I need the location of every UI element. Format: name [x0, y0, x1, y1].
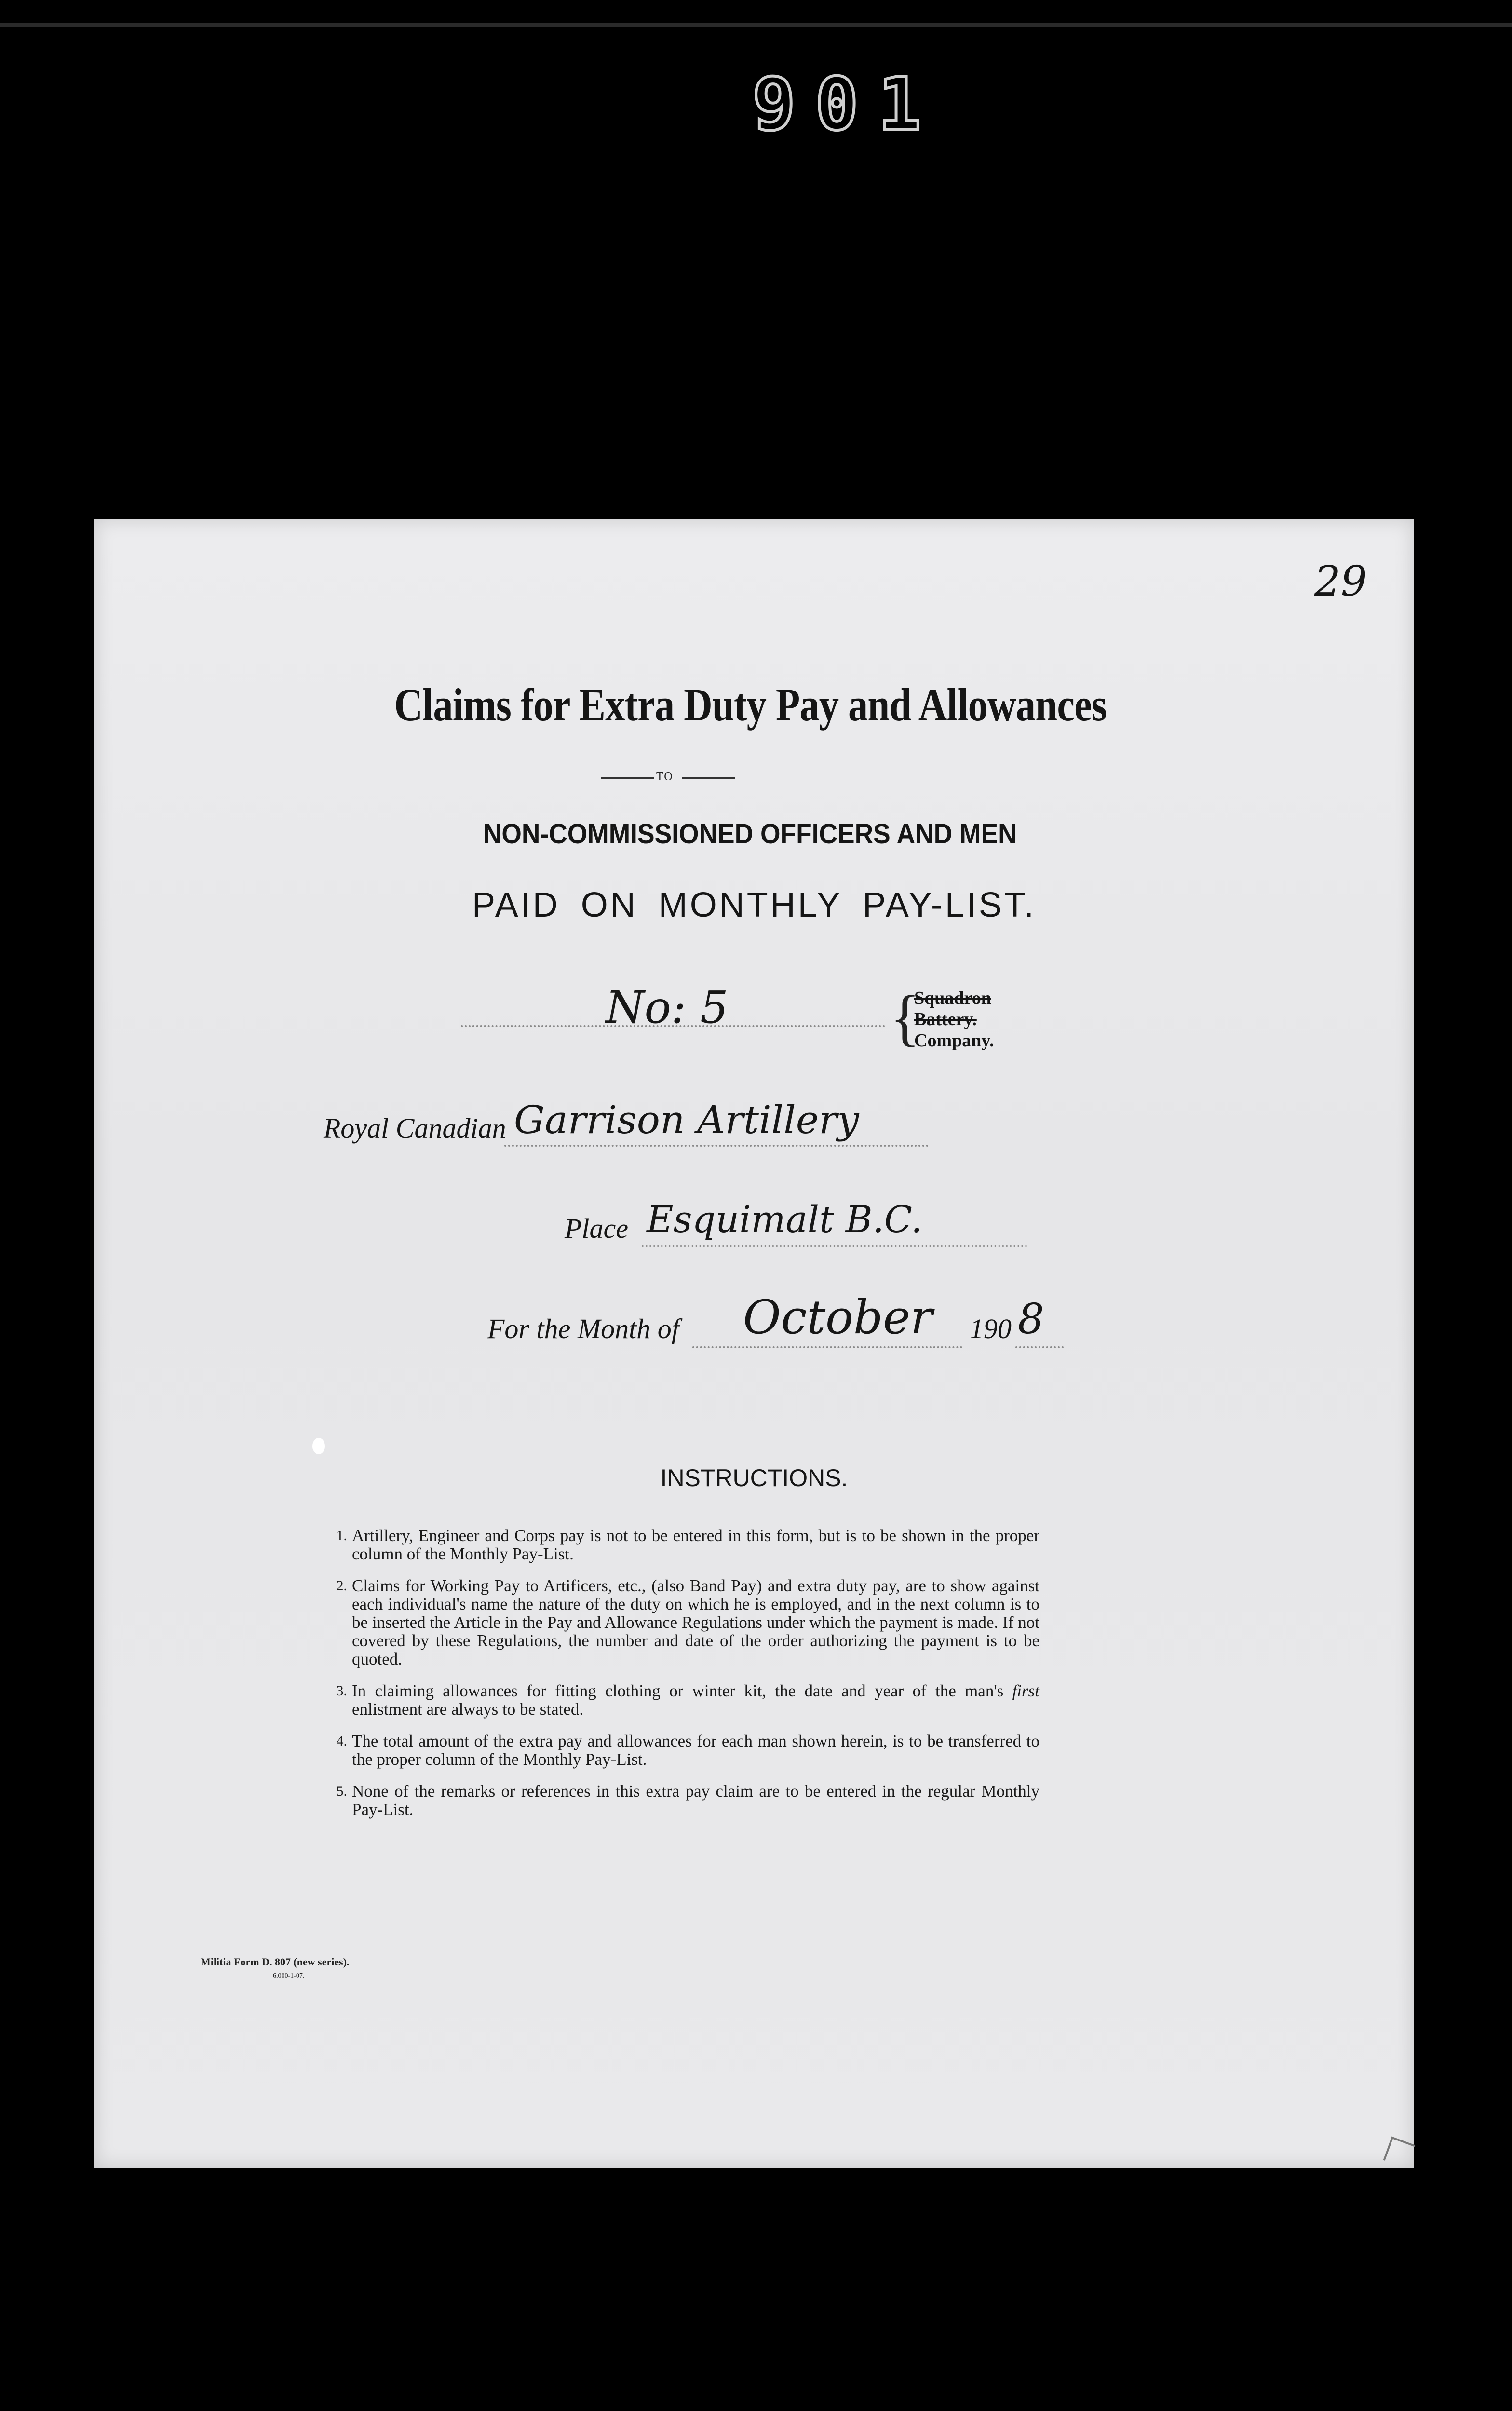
instruction-text: The total amount of the extra pay and allowances for each man shown herein, is to be transferred to the proper column of the Monthly Pay-List. — [352, 1732, 1040, 1769]
instruction-text-part: In claiming allowances for fitting clothing or winter kit, the date and year of the man's — [352, 1681, 1004, 1700]
month-field — [487, 1290, 1162, 1358]
instruction-text — [352, 1682, 1040, 1719]
year-handwritten: 8 — [1018, 1295, 1044, 1343]
document-sheet — [94, 519, 1414, 2168]
bleed-through-text — [297, 620, 302, 645]
unit-type-company: Company. — [914, 1030, 994, 1051]
instruction-text: Claims for Working Pay to Artificers, etc., (also Band Pay) and extra duty pay, are to show against each individual's name the nature of the duty on which he is employed, and in the next column is to be inserted the Article in the Pay and Allowance Regulations under which the payment is made. If not covered by these Regulations, the number and date of the order authorizing the payment is to be quoted. — [352, 1576, 1040, 1668]
instruction-text: Artillery, Engineer and Corps pay is not to be entered in this form, but is to be shown in the proper column of the Monthly Pay-List. — [352, 1526, 1040, 1563]
form-subtitle: NON-COMMISSIONED OFFICERS AND MEN — [483, 818, 1017, 850]
place-label: Place — [565, 1213, 629, 1244]
year-printed: 190 — [970, 1313, 1012, 1344]
place-dotted-line — [642, 1245, 1027, 1247]
instruction-item — [326, 1527, 1040, 1563]
paper-corner-fold — [1383, 2137, 1416, 2169]
instruction-item — [326, 1577, 1040, 1668]
instruction-number: 4. — [336, 1733, 347, 1749]
instructions-heading: INSTRUCTIONS. — [660, 1464, 848, 1491]
instruction-number: 2. — [336, 1578, 347, 1594]
unit-brace: { — [890, 983, 920, 1053]
instruction-text-part: enlistment are always to be stated. — [352, 1700, 584, 1719]
folio-number: 29 — [1314, 557, 1367, 606]
year-dotted-line — [1015, 1346, 1064, 1348]
regiment-label: Royal Canadian — [324, 1112, 506, 1144]
instructions-list — [326, 1527, 1040, 1832]
month-dotted-line — [692, 1346, 962, 1348]
instruction-emphasis: first — [1012, 1681, 1040, 1700]
unit-type-squadron: Squadron — [914, 988, 991, 1008]
instruction-item — [326, 1732, 1040, 1769]
place-field — [565, 1194, 1047, 1252]
unit-type-list — [914, 988, 994, 1051]
instruction-number: 3. — [336, 1683, 347, 1699]
separator-rule-right — [682, 777, 735, 779]
form-identifier — [201, 1956, 350, 1980]
separator-rule-left — [601, 777, 654, 779]
paid-line: PAID ON MONTHLY PAY-LIST. — [472, 886, 1036, 924]
month-handwritten: October — [743, 1290, 932, 1344]
film-speck — [312, 1438, 325, 1454]
unit-field — [461, 982, 1088, 1059]
microfilm-frame-number: 901 — [752, 63, 941, 147]
regiment-handwritten: Garrison Artillery — [514, 1097, 859, 1142]
form-print-run: 6,000-1-07. — [273, 1972, 305, 1979]
film-edge-line — [0, 23, 1512, 27]
instruction-item — [326, 1782, 1040, 1819]
instruction-number: 5. — [336, 1783, 347, 1799]
unit-number-handwritten: No: 5 — [606, 982, 729, 1033]
place-handwritten: Esquimalt B.C. — [647, 1198, 923, 1241]
to-word: TO — [656, 771, 674, 783]
instruction-text: None of the remarks or references in this extra pay claim are to be entered in the regular Monthly Pay-List. — [352, 1782, 1040, 1819]
regiment-field — [324, 1093, 950, 1151]
instruction-number: 1. — [336, 1528, 347, 1544]
month-label: For the Month of — [487, 1313, 679, 1344]
form-title: Claims for Extra Duty Pay and Allowances — [394, 679, 1107, 731]
regiment-dotted-line — [504, 1145, 929, 1147]
form-number: Militia Form D. 807 (new series). — [201, 1956, 350, 1970]
unit-type-battery: Battery. — [914, 1009, 977, 1029]
to-separator — [601, 770, 736, 787]
instruction-item — [326, 1682, 1040, 1719]
